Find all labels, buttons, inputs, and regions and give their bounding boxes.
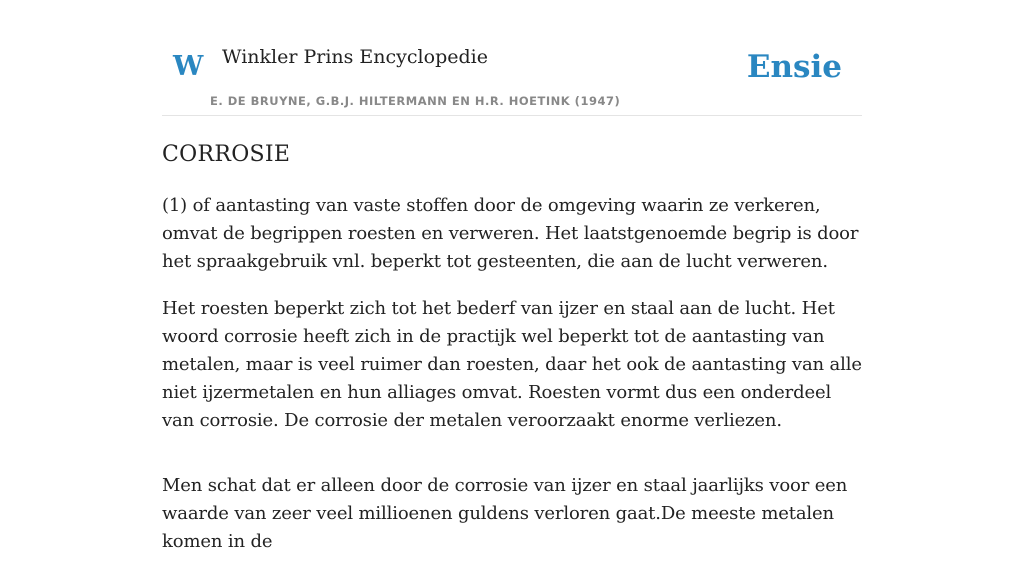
- source-authors: E. DE BRUYNE, G.B.J. HILTERMANN EN H.R. HOETINK (1947): [210, 94, 621, 108]
- entry-paragraph: Men schat dat er alleen door de corrosie van ijzer en staal jaarlijks voor een waarde van zeer veel millioenen guldens verloren gaat.De meeste metalen komen in de: [162, 475, 848, 553]
- entry-body: [162, 192, 862, 556]
- content-column: [162, 0, 862, 575]
- ensie-logo-link[interactable]: Ensie: [746, 49, 842, 85]
- source-title[interactable]: Winkler Prins Encyclopedie: [222, 46, 488, 68]
- winkler-prins-logo[interactable]: W: [173, 51, 204, 82]
- entry-title: CORROSIE: [162, 142, 291, 167]
- entry-paragraph: (1) of aantasting van vaste stoffen door de omgeving waarin ze verkeren, omvat de begrippen roesten en verweren. Het laatstgenoemde begrip is door het spraakgebruik vnl. beperkt tot gesteenten, die aan de lucht verweren.: [162, 195, 859, 273]
- entry-paragraph: Het roesten beperkt zich tot het bederf van ijzer en staal aan de lucht. Het woord corrosie heeft zich in de practijk wel beperkt tot de aantasting van metalen, maar is veel ruimer dan roesten, daar het ook de aantasting van alle niet ijzermetalen en hun alliages omvat. Roesten vormt dus een onderdeel van corrosie. De corrosie der metalen veroorzaakt enorme verliezen.: [162, 298, 862, 432]
- header: [162, 0, 862, 116]
